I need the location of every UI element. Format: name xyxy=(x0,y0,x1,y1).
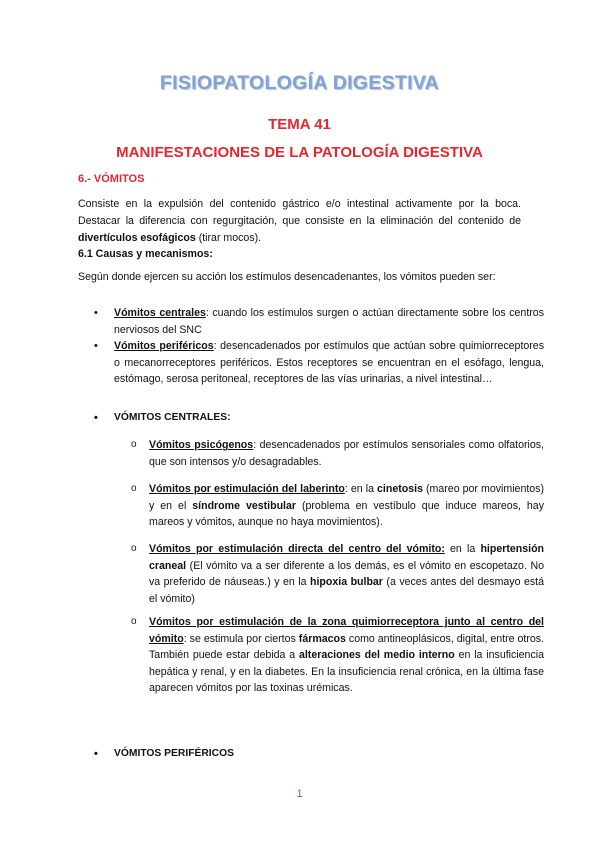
sub-item-psicogenos xyxy=(131,437,544,470)
centrales-heading xyxy=(94,410,544,427)
bullet-text: : cuando los estímulos surgen o actúan directamente sobre los centros nerviosos del SNC xyxy=(114,307,544,336)
bullet-icon: • xyxy=(94,748,98,760)
bullet-term: Vómitos periféricos xyxy=(114,340,214,352)
bullet-text: : desencadenados por estímulos que actúan sobre quimiorreceptores o mecanorreceptores periféricos. Estos receptores se encuentran en el esófago, lengua, estómago, serosa peritoneal, receptores de las vías urinarias, a nivel intestinal… xyxy=(114,340,544,385)
intro-bold: divertículos esofágicos xyxy=(78,232,196,244)
sub-item-term: Vómitos por estimulación directa del centro del vómito: xyxy=(149,543,445,555)
sub-item-term: Vómitos por estimulación del xyxy=(149,483,301,495)
sub-item-quimiorreceptora xyxy=(131,614,545,697)
sub-item-term-b: laberinto xyxy=(300,483,345,495)
sub-item-bold: síndrome vestibular xyxy=(192,499,296,512)
perifericos-heading xyxy=(94,746,544,763)
list-item-vomitos-perifericos xyxy=(94,338,544,388)
tema-subtitle: MANIFESTACIONES DE LA PATOLOGÍA DIGESTIVA xyxy=(116,144,483,161)
circle-bullet-icon: o xyxy=(131,483,137,494)
sub-item-bold: cinetosis xyxy=(377,483,423,495)
sub-item-text: (mareo por movimientos) y en el xyxy=(149,483,544,512)
sub-item-laberinto xyxy=(131,481,544,531)
sub-item-text: (a veces antes del desmayo está el vómito) xyxy=(149,576,544,605)
bullet-icon: • xyxy=(94,412,98,424)
sub-item-bold: hipertensión craneal xyxy=(149,543,545,572)
sub-item-text: : desencadenados por estímulos sensoriales como olfatorios, que son intensos y/o desagradables. xyxy=(149,439,544,468)
sub-item-term: Vómitos psicógenos xyxy=(149,439,254,451)
perifericos-heading-text: VÓMITOS PERIFÉRICOS xyxy=(114,748,234,759)
sub-item-text: : se estimula por ciertos xyxy=(183,632,299,645)
sub-item-bold: alteraciones del medio interno xyxy=(298,649,455,661)
bullet-icon: • xyxy=(94,307,98,319)
intro-paragraph xyxy=(78,196,521,247)
causas-heading: 6.1 Causas y mecanismos: xyxy=(78,248,213,260)
sub-item-text: (El vómito va a ser diferente a los demás, es el vómito en escopetazo. No va preferido de náuseas.) y en la xyxy=(149,559,544,588)
circle-bullet-icon: o xyxy=(131,543,137,554)
sub-item-bold: fármacos xyxy=(298,632,346,645)
intro-text: Consiste en la expulsión del contenido gástrico e/o intestinal activamente por la boca. Destacar la diferencia con regurgitación, que consiste en la eliminación del contenido de xyxy=(78,198,521,227)
sub-item-bold: hipoxia bulbar xyxy=(310,576,383,588)
causas-paragraph: Según donde ejercen su acción los estímulos desencadenantes, los vómitos pueden ser: xyxy=(78,271,496,283)
page-number: 1 xyxy=(296,788,303,800)
sub-item-text: (problema en vestíbulo que induce mareos, hay mareos y vómitos, aunque no haya movimientos). xyxy=(149,499,544,528)
sub-item-centro-vomito xyxy=(131,541,545,607)
list-item-vomitos-centrales xyxy=(94,305,544,338)
bullet-term: Vómitos centrales xyxy=(114,307,206,319)
sub-item-text: : en la xyxy=(344,483,378,495)
circle-bullet-icon: o xyxy=(131,616,137,627)
sub-item-term: Vómitos por estimulación de la zona quimiorreceptora junto al centro del vómito xyxy=(149,616,544,645)
section-heading-vomitos: 6.- VÓMITOS xyxy=(78,173,145,185)
circle-bullet-icon: o xyxy=(131,439,137,450)
bullet-icon: • xyxy=(94,340,98,352)
centrales-heading-text: VÓMITOS CENTRALES: xyxy=(114,412,231,423)
intro-text-end: (tirar mocos). xyxy=(195,232,262,244)
sub-item-text: en la xyxy=(444,543,481,555)
document-title: FISIOPATOLOGÍA DIGESTIVA xyxy=(159,72,440,94)
sub-item-text: como antineoplásicos, digital, entre otros. También puede estar debida a xyxy=(149,632,545,661)
tema-number: TEMA 41 xyxy=(268,116,331,133)
sub-item-text: en la insuficiencia hepática y renal, y en la diabetes. En la insuficiencia renal crónica, en la última fase aparecen vómitos por las toxinas urémicas. xyxy=(149,649,544,694)
